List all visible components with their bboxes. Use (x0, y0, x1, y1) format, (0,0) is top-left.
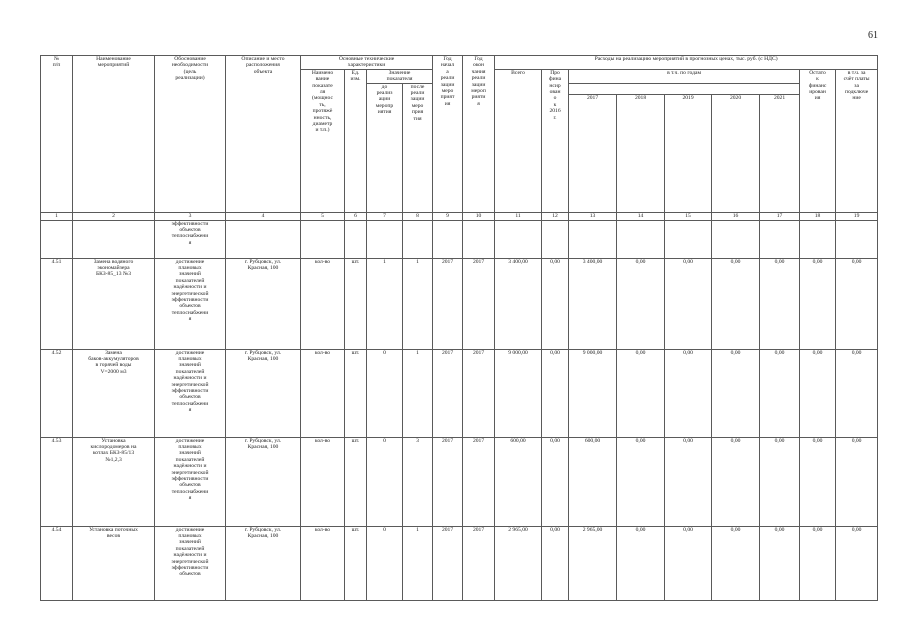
end-year: 2017 (463, 526, 495, 600)
continuation-empty (542, 220, 569, 258)
header-year-2017: 2017 (569, 94, 617, 212)
column-number: 6 (345, 212, 367, 220)
cost-funded-2016: 0,00 (542, 526, 569, 600)
continuation-row (41, 220, 878, 258)
header-after: после реали зации меро прия тия (403, 83, 433, 212)
cost-2019: 0,00 (665, 437, 712, 526)
start-year: 2017 (433, 349, 463, 437)
object-address: г. Рубцовск, ул. Красная, 100 (226, 258, 301, 349)
measure-justification: достижение плановых значений показателей надёжности и энергетической эффективности объектов теплоснабжени я (155, 258, 226, 349)
indicator-name: кол-во (301, 349, 345, 437)
header-years-spacer (569, 83, 800, 94)
column-number: 19 (836, 212, 878, 220)
cost-2020: 0,00 (712, 258, 760, 349)
end-year: 2017 (463, 437, 495, 526)
cost-2020: 0,00 (712, 437, 760, 526)
cost-2020: 0,00 (712, 349, 760, 437)
object-address: г. Рубцовск, ул. Красная, 100 (226, 437, 301, 526)
cost-remaining: 0,00 (800, 437, 836, 526)
object-address: г. Рубцовск, ул. Красная, 100 (226, 349, 301, 437)
start-year: 2017 (433, 526, 463, 600)
value-before: 0 (367, 526, 403, 600)
column-number: 3 (155, 212, 226, 220)
header-before: до реализ ации меропр иятия (367, 83, 403, 212)
cost-funded-2016: 0,00 (542, 258, 569, 349)
column-number: 2 (73, 212, 155, 220)
column-number: 5 (301, 212, 345, 220)
cost-remaining: 0,00 (800, 349, 836, 437)
value-before: 0 (367, 437, 403, 526)
header-tech-characteristics: Основные технические характеристики (301, 56, 433, 70)
continuation-empty (41, 220, 73, 258)
object-address: г. Рубцовск, ул. Красная, 100 (226, 526, 301, 600)
value-before: 0 (367, 349, 403, 437)
table-row (41, 258, 878, 349)
end-year: 2017 (463, 258, 495, 349)
continuation-empty (800, 220, 836, 258)
column-number: 4 (226, 212, 301, 220)
column-number: 11 (495, 212, 542, 220)
continuation-empty (836, 220, 878, 258)
continuation-empty (712, 220, 760, 258)
header-indicator-name: Наимено вание показате ля (мощнос ть, протяжё нность, диаметр и т.п.) (301, 69, 345, 212)
table-row (41, 349, 878, 437)
measure-name: Замена водяного экономайзера БКЗ-85_13 №3 (73, 258, 155, 349)
column-number: 9 (433, 212, 463, 220)
header-number: № п/п (41, 56, 73, 213)
continuation-empty (463, 220, 495, 258)
continuation-empty (665, 220, 712, 258)
column-number: 7 (367, 212, 403, 220)
column-number: 16 (712, 212, 760, 220)
value-before: 1 (367, 258, 403, 349)
cost-total: 3 400,00 (495, 258, 542, 349)
header-years-group: в т.ч. по годам (569, 69, 800, 83)
column-number: 12 (542, 212, 569, 220)
cost-2018: 0,00 (617, 349, 665, 437)
value-after: 1 (403, 349, 433, 437)
cost-connection-fee: 0,00 (836, 258, 878, 349)
continuation-empty (73, 220, 155, 258)
column-number: 15 (665, 212, 712, 220)
cost-2017: 9 000,00 (569, 349, 617, 437)
header-value-group: Значение показателя (367, 69, 433, 83)
table-row (41, 437, 878, 526)
continuation-empty (226, 220, 301, 258)
unit: шт. (345, 258, 367, 349)
header-start-year: Год начал а реали зации меро прият ия (433, 56, 463, 213)
header-unit: Ед. изм. (345, 69, 367, 212)
cost-2021: 0,00 (760, 526, 800, 600)
column-number: 18 (800, 212, 836, 220)
cost-2017: 2 965,00 (569, 526, 617, 600)
column-number: 14 (617, 212, 665, 220)
header-justification: Обоснование необходимости (цель реализации) (155, 56, 226, 213)
column-number: 8 (403, 212, 433, 220)
header-year-2018: 2018 (617, 94, 665, 212)
unit: шт. (345, 526, 367, 600)
measure-name: Замена баков-аккумуляторов в горячей воды V=2000 м3 (73, 349, 155, 437)
continuation-empty (301, 220, 345, 258)
column-numbers-row (41, 212, 878, 220)
header-end-year: Год окон чания реали зации мероп рияти я (463, 56, 495, 213)
cost-connection-fee: 0,00 (836, 349, 878, 437)
continuation-empty (345, 220, 367, 258)
header-year-2020: 2020 (712, 94, 760, 212)
column-number: 13 (569, 212, 617, 220)
cost-2018: 0,00 (617, 526, 665, 600)
row-index: 4.52 (41, 349, 73, 437)
row-index: 4.54 (41, 526, 73, 600)
indicator-name: кол-во (301, 526, 345, 600)
header-object-description: Описание и место расположения объекта (226, 56, 301, 213)
start-year: 2017 (433, 258, 463, 349)
cost-funded-2016: 0,00 (542, 437, 569, 526)
continuation-empty (367, 220, 403, 258)
header-total: Всего (495, 69, 542, 212)
column-number: 10 (463, 212, 495, 220)
value-after: 1 (403, 258, 433, 349)
value-after: 1 (403, 526, 433, 600)
continuation-justification: эффективности объектов теплоснабжени я (155, 220, 226, 258)
measure-justification: достижение плановых значений показателей надёжности и энергетической эффективности объектов теплоснабжени я (155, 349, 226, 437)
cost-total: 2 965,00 (495, 526, 542, 600)
end-year: 2017 (463, 349, 495, 437)
unit: шт. (345, 437, 367, 526)
cost-2017: 3 400,00 (569, 258, 617, 349)
continuation-empty (569, 220, 617, 258)
continuation-empty (403, 220, 433, 258)
header-cost-group: Расходы на реализацию мероприятий в прогнозных ценах, тыс. руб. (с НДС) (495, 56, 878, 70)
cost-2021: 0,00 (760, 437, 800, 526)
table-row (41, 526, 878, 600)
header-year-2021: 2021 (760, 94, 800, 212)
continuation-empty (495, 220, 542, 258)
continuation-empty (433, 220, 463, 258)
investment-program-table (40, 55, 878, 601)
header-funded-2016: Про фина нсир ован о к 2016 г. (542, 69, 569, 212)
header-year-2019: 2019 (665, 94, 712, 212)
cost-2019: 0,00 (665, 258, 712, 349)
row-index: 4.53 (41, 437, 73, 526)
measure-name: Установка кислородомеров на котлах БКЗ-85/13 №1,2,3 (73, 437, 155, 526)
page-number: 61 (868, 30, 878, 41)
cost-2018: 0,00 (617, 258, 665, 349)
measure-justification: достижение плановых значений показателей надёжности и энергетической эффективности объектов теплоснабжени я (155, 437, 226, 526)
header-connection-fee: в т.ч. за счёт платы за подключе ние (836, 69, 878, 212)
cost-2021: 0,00 (760, 349, 800, 437)
cost-2018: 0,00 (617, 437, 665, 526)
cost-2021: 0,00 (760, 258, 800, 349)
measure-justification: достижение плановых значений показателей надёжности и энергетической эффективности объектов (155, 526, 226, 600)
indicator-name: кол-во (301, 258, 345, 349)
cost-connection-fee: 0,00 (836, 437, 878, 526)
continuation-empty (760, 220, 800, 258)
cost-2019: 0,00 (665, 526, 712, 600)
cost-remaining: 0,00 (800, 526, 836, 600)
column-number: 17 (760, 212, 800, 220)
column-number: 1 (41, 212, 73, 220)
cost-2017: 600,00 (569, 437, 617, 526)
row-index: 4.51 (41, 258, 73, 349)
cost-2019: 0,00 (665, 349, 712, 437)
value-after: 3 (403, 437, 433, 526)
cost-funded-2016: 0,00 (542, 349, 569, 437)
continuation-empty (617, 220, 665, 258)
cost-remaining: 0,00 (800, 258, 836, 349)
start-year: 2017 (433, 437, 463, 526)
indicator-name: кол-во (301, 437, 345, 526)
cost-2020: 0,00 (712, 526, 760, 600)
cost-total: 9 000,00 (495, 349, 542, 437)
header-measure-name: Наименование мероприятий (73, 56, 155, 213)
cost-total: 600,00 (495, 437, 542, 526)
unit: шт. (345, 349, 367, 437)
cost-connection-fee: 0,00 (836, 526, 878, 600)
measure-name: Установка поточных весов (73, 526, 155, 600)
header-remaining: Остато к финанс ирован ия (800, 69, 836, 212)
